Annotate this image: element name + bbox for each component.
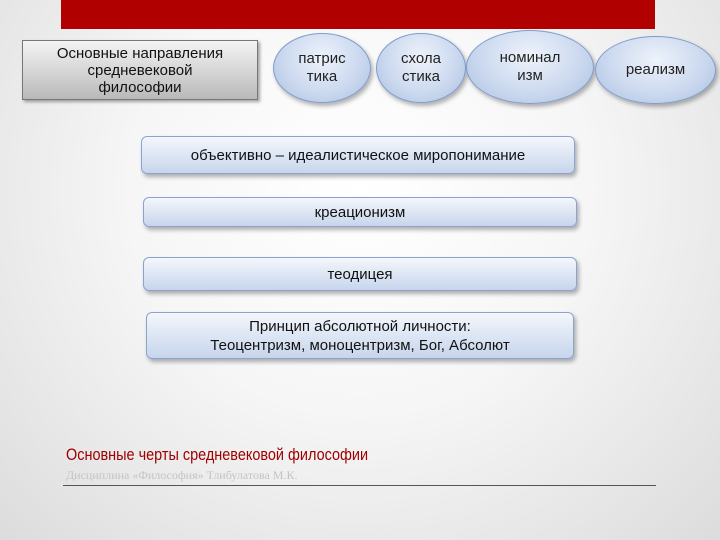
feature-bar-theodicy: теодицея bbox=[143, 257, 577, 291]
directions-title-box: Основные направления средневековой философии bbox=[22, 40, 258, 100]
direction-oval-scholasticism: схола стика bbox=[376, 33, 466, 103]
footer-title: Основные черты средневековой философии bbox=[66, 445, 369, 464]
feature-bar-absolute-personality: Принцип абсолютной личности: Теоцентризм, моноцентризм, Бог, Абсолют bbox=[146, 312, 574, 359]
direction-oval-realism: реализм bbox=[595, 36, 716, 104]
direction-oval-patristics: патрис тика bbox=[273, 33, 371, 103]
feature-bar-objective-idealism: объективно – идеалистическое миропонимание bbox=[141, 136, 575, 174]
direction-oval-nominalism: номинал изм bbox=[466, 30, 594, 104]
footer-divider bbox=[63, 485, 656, 486]
header-bar bbox=[61, 0, 655, 29]
feature-bar-creationism: креационизм bbox=[143, 197, 577, 227]
footer-subtitle: Дисциплина «Философия» Тлибулатова М.К. bbox=[66, 468, 298, 482]
